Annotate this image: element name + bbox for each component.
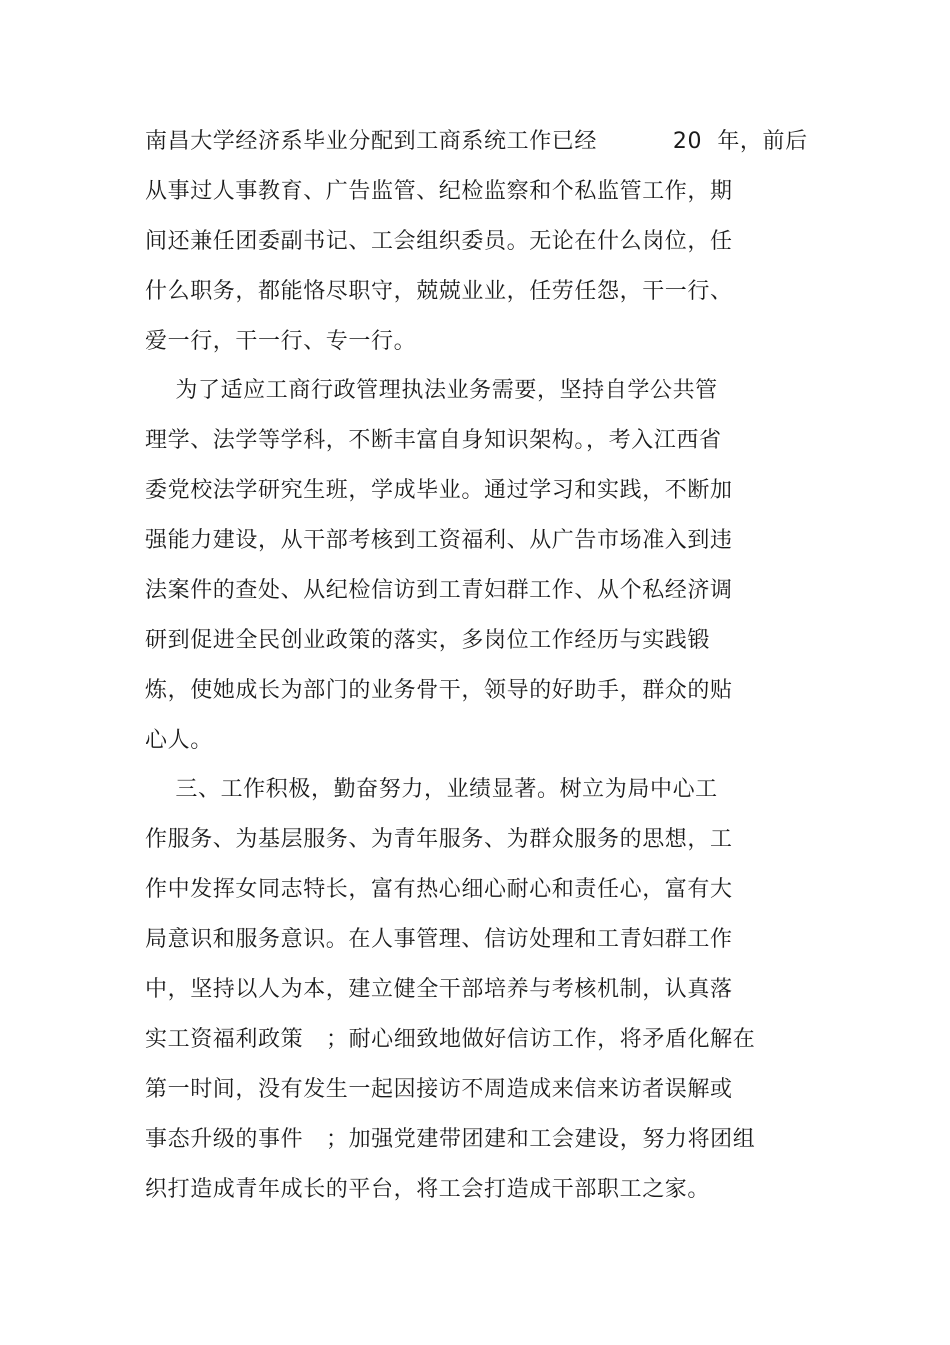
text-line-18: 中，坚持以人为本，建立健全干部培养与考核机制，认真落 [145, 977, 733, 1002]
text-line-3: 间还兼任团委副书记、工会组织委员。无论在什么岗位，任 [145, 229, 733, 254]
text-line-14: 三、工作积极，勤奋努力，业绩显著。树立为局中心工 [145, 777, 718, 802]
text-line-4: 什么职务，都能恪尽职守，兢兢业业，任劳任怨，干一行、 [145, 279, 733, 304]
text-line-10: 法案件的查处、从纪检信访到工青妇群工作、从个私经济调 [145, 578, 733, 603]
text-line-20: 第一时间，没有发生一起因接访不周造成来信来访者误解或 [145, 1077, 733, 1102]
text-line-19: 实工资福利政策 ；耐心细致地做好信访工作，将矛盾化解在 [145, 1027, 756, 1052]
text-line-13: 心人。 [145, 728, 213, 753]
text-line-1: 南昌大学经济系毕业分配到工商系统工作已经 20 年，前后 [145, 129, 808, 154]
text-line-7: 理学、法学等学科，不断丰富自身知识架构。，考入江西省 [145, 428, 722, 453]
text-line-8: 委党校法学研究生班，学成毕业。通过学习和实践，不断加 [145, 478, 733, 503]
text-line-2: 从事过人事教育、广告监管、纪检监察和个私监管工作，期 [145, 179, 733, 204]
text-line-11: 研到促进全民创业政策的落实，多岗位工作经历与实践锻 [145, 628, 711, 653]
text-line-12: 炼，使她成长为部门的业务骨干，领导的好助手，群众的贴 [145, 678, 733, 703]
text-line-6: 为了适应工商行政管理执法业务需要，坚持自学公共管 [145, 378, 718, 403]
text-line-22: 织打造成青年成长的平台，将工会打造成干部职工之家。 [145, 1177, 711, 1202]
text-line-17: 局意识和服务意识。在人事管理、信访处理和工青妇群工作 [145, 927, 733, 952]
text-line-5: 爱一行，干一行、专一行。 [145, 329, 417, 354]
text-line-16: 作中发挥女同志特长，富有热心细心耐心和责任心，富有大 [145, 877, 733, 902]
text-line-9: 强能力建设，从干部考核到工资福利、从广告市场准入到违 [145, 528, 733, 553]
text-line-15: 作服务、为基层服务、为青年服务、为群众服务的思想，工 [145, 827, 733, 852]
text-line-21: 事态升级的事件 ；加强党建带团建和工会建设，努力将团组 [145, 1127, 756, 1152]
